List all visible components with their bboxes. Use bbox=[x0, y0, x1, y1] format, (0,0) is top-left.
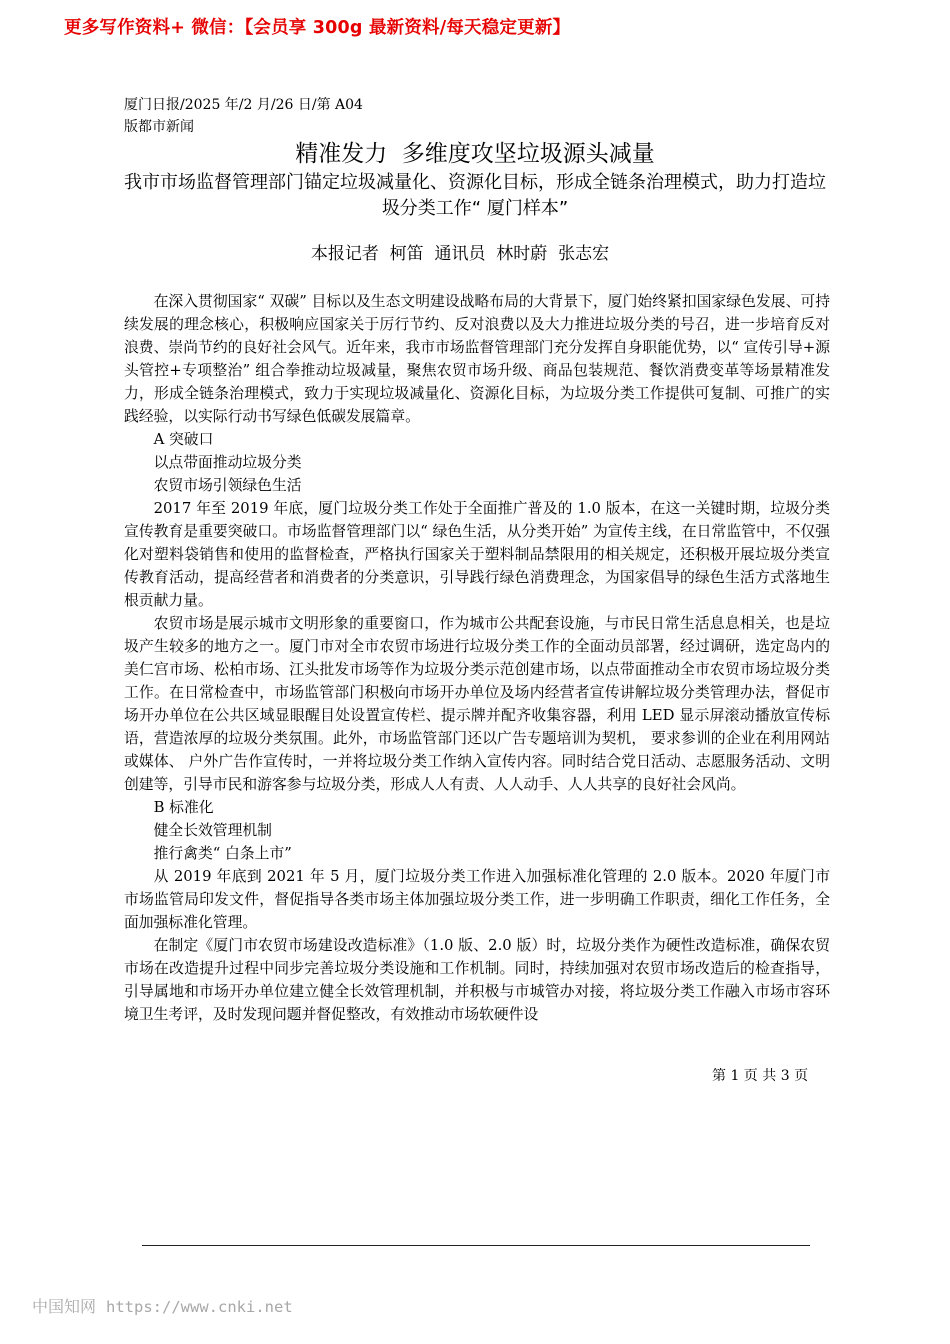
section-b-heading-1: 健全长效管理机制 bbox=[153, 822, 272, 839]
watermark-logo-text: 中国知网 bbox=[32, 1297, 97, 1316]
section-a-heading-1: 以点带面推动垃圾分类 bbox=[153, 454, 302, 471]
paragraph-intro: 在深入贯彻国家“ 双碳” 目标以及生态文明建设战略布局的大背景下，厦门始终紧扣国家绿色发展、可持续发展的理念核心，积极响应国家关于厉行节约、反对浪费以及大力推进垃圾分类的号召，进一步培育反对浪费、崇尚节约的良好社会风气。近年来，我市市场监督管理部门充分发挥自身职能优势，以“ 宣传引导+源头管控+专项整治” 组合拳推动垃圾减量，聚焦农贸市场升级、商品包装规范、餐饮消费变革等场景精准发力，形成全链条治理模式，致力于实现垃圾减量化、资源化目标，为垃圾分类工作提供可复制、可推广的实践经验，以实际行动书写绿色低碳发展篇章。 bbox=[124, 293, 830, 425]
promo-banner: 更多写作资料+ 微信：【会员享 300g 最新资料/每天稳定更新】 bbox=[64, 18, 571, 38]
page-indicator: 第 1 页 共 3 页 bbox=[712, 1068, 809, 1084]
source-info bbox=[124, 94, 363, 138]
article-byline: 本报记者 柯笛 通讯员 林时蔚 张志宏 bbox=[310, 244, 610, 264]
paragraph-b1: 从 2019 年底到 2021 年 5 月，厦门垃圾分类工作进入加强标准化管理的 2.0 版本。2020 年厦门市市场监管局印发文件，督促指导各类市场主体加强垃圾分类工作，进一步明确工作职责，细化工作任务，全面加强标准化管理。 bbox=[124, 868, 830, 931]
paragraph-a1: 2017 年至 2019 年底，厦门垃圾分类工作处于全面推广普及的 1.0 版本，在这一关键时期，垃圾分类宣传教育是重要突破口。市场监督管理部门以“ 绿色生活，从分类开始” 为宣传主线，在日常监管中，不仅强化对塑料袋销售和使用的监督检查，严格执行国家关于塑料制品禁限用的相关规定，还积极开展垃圾分类宣传教育活动，提高经营者和消费者的分类意识，引导践行绿色消费理念，为国家倡导的绿色生活方式落地生根贡献力量。 bbox=[124, 500, 830, 609]
section-b-label: B 标准化 bbox=[153, 799, 214, 816]
section-b-heading-2: 推行禽类“ 白条上市” bbox=[153, 845, 292, 862]
cnki-watermark bbox=[32, 1294, 293, 1317]
source-line: 厦门日报/2025 年/2 月/26 日/第 A04 bbox=[124, 97, 363, 113]
watermark-url: https://www.cnki.net bbox=[106, 1298, 293, 1316]
article-subheadline: 我市市场监督管理部门锚定垃圾减量化、资源化目标，形成全链条治理模式，助力打造垃圾分类工作“ 厦门样本” bbox=[124, 172, 826, 219]
article-body bbox=[124, 290, 830, 1060]
footer-divider bbox=[142, 1245, 810, 1246]
paragraph-b2: 在制定《厦门市农贸市场建设改造标准》（1.0 版、2.0 版）时，垃圾分类作为硬性改造标准，确保农贸市场在改造提升过程中同步完善垃圾分类设施和工作机制。同时，持续加强对农贸市场改造后的检查指导，引导属地和市场开办单位建立健全长效管理机制，并积极与市城管办对接，将垃圾分类工作融入市场市容环境卫生考评，及时发现问题并督促整改，有效推动市场软硬件设 bbox=[124, 937, 830, 1023]
section-a-label: A 突破口 bbox=[153, 431, 214, 448]
article-headline: 精准发力 多维度攻坚垃圾源头减量 bbox=[295, 141, 655, 167]
section-line: 版都市新闻 bbox=[124, 119, 194, 135]
paragraph-a2: 农贸市场是展示城市文明形象的重要窗口，作为城市公共配套设施，与市民日常生活息息相关，也是垃圾产生较多的地方之一。厦门市对全市农贸市场进行垃圾分类工作的全面动员部署，经过调研，选定岛内的美仁宫市场、松柏市场、江头批发市场等作为垃圾分类示范创建市场，以点带面推动全市农贸市场垃圾分类工作。在日常检查中，市场监管部门积极向市场开办单位及场内经营者宣传讲解垃圾分类管理办法，督促市场开办单位在公共区域显眼醒目处设置宣传栏、提示牌并配齐收集容器，利用 LED 显示屏滚动播放宣传标语，营造浓厚的垃圾分类氛围。此外，市场监管部门还以广告专题培训为契机， 要求参训的企业在利用网站或媒体、 户外广告作宣传时，一并将垃圾分类工作纳入宣传内容。同时结合党日活动、志愿服务活动、文明创建等，引导市民和游客参与垃圾分类，形成人人有责、人人动手、人人共享的良好社会风尚。 bbox=[124, 615, 830, 793]
section-a-heading-2: 农贸市场引领绿色生活 bbox=[153, 477, 302, 494]
